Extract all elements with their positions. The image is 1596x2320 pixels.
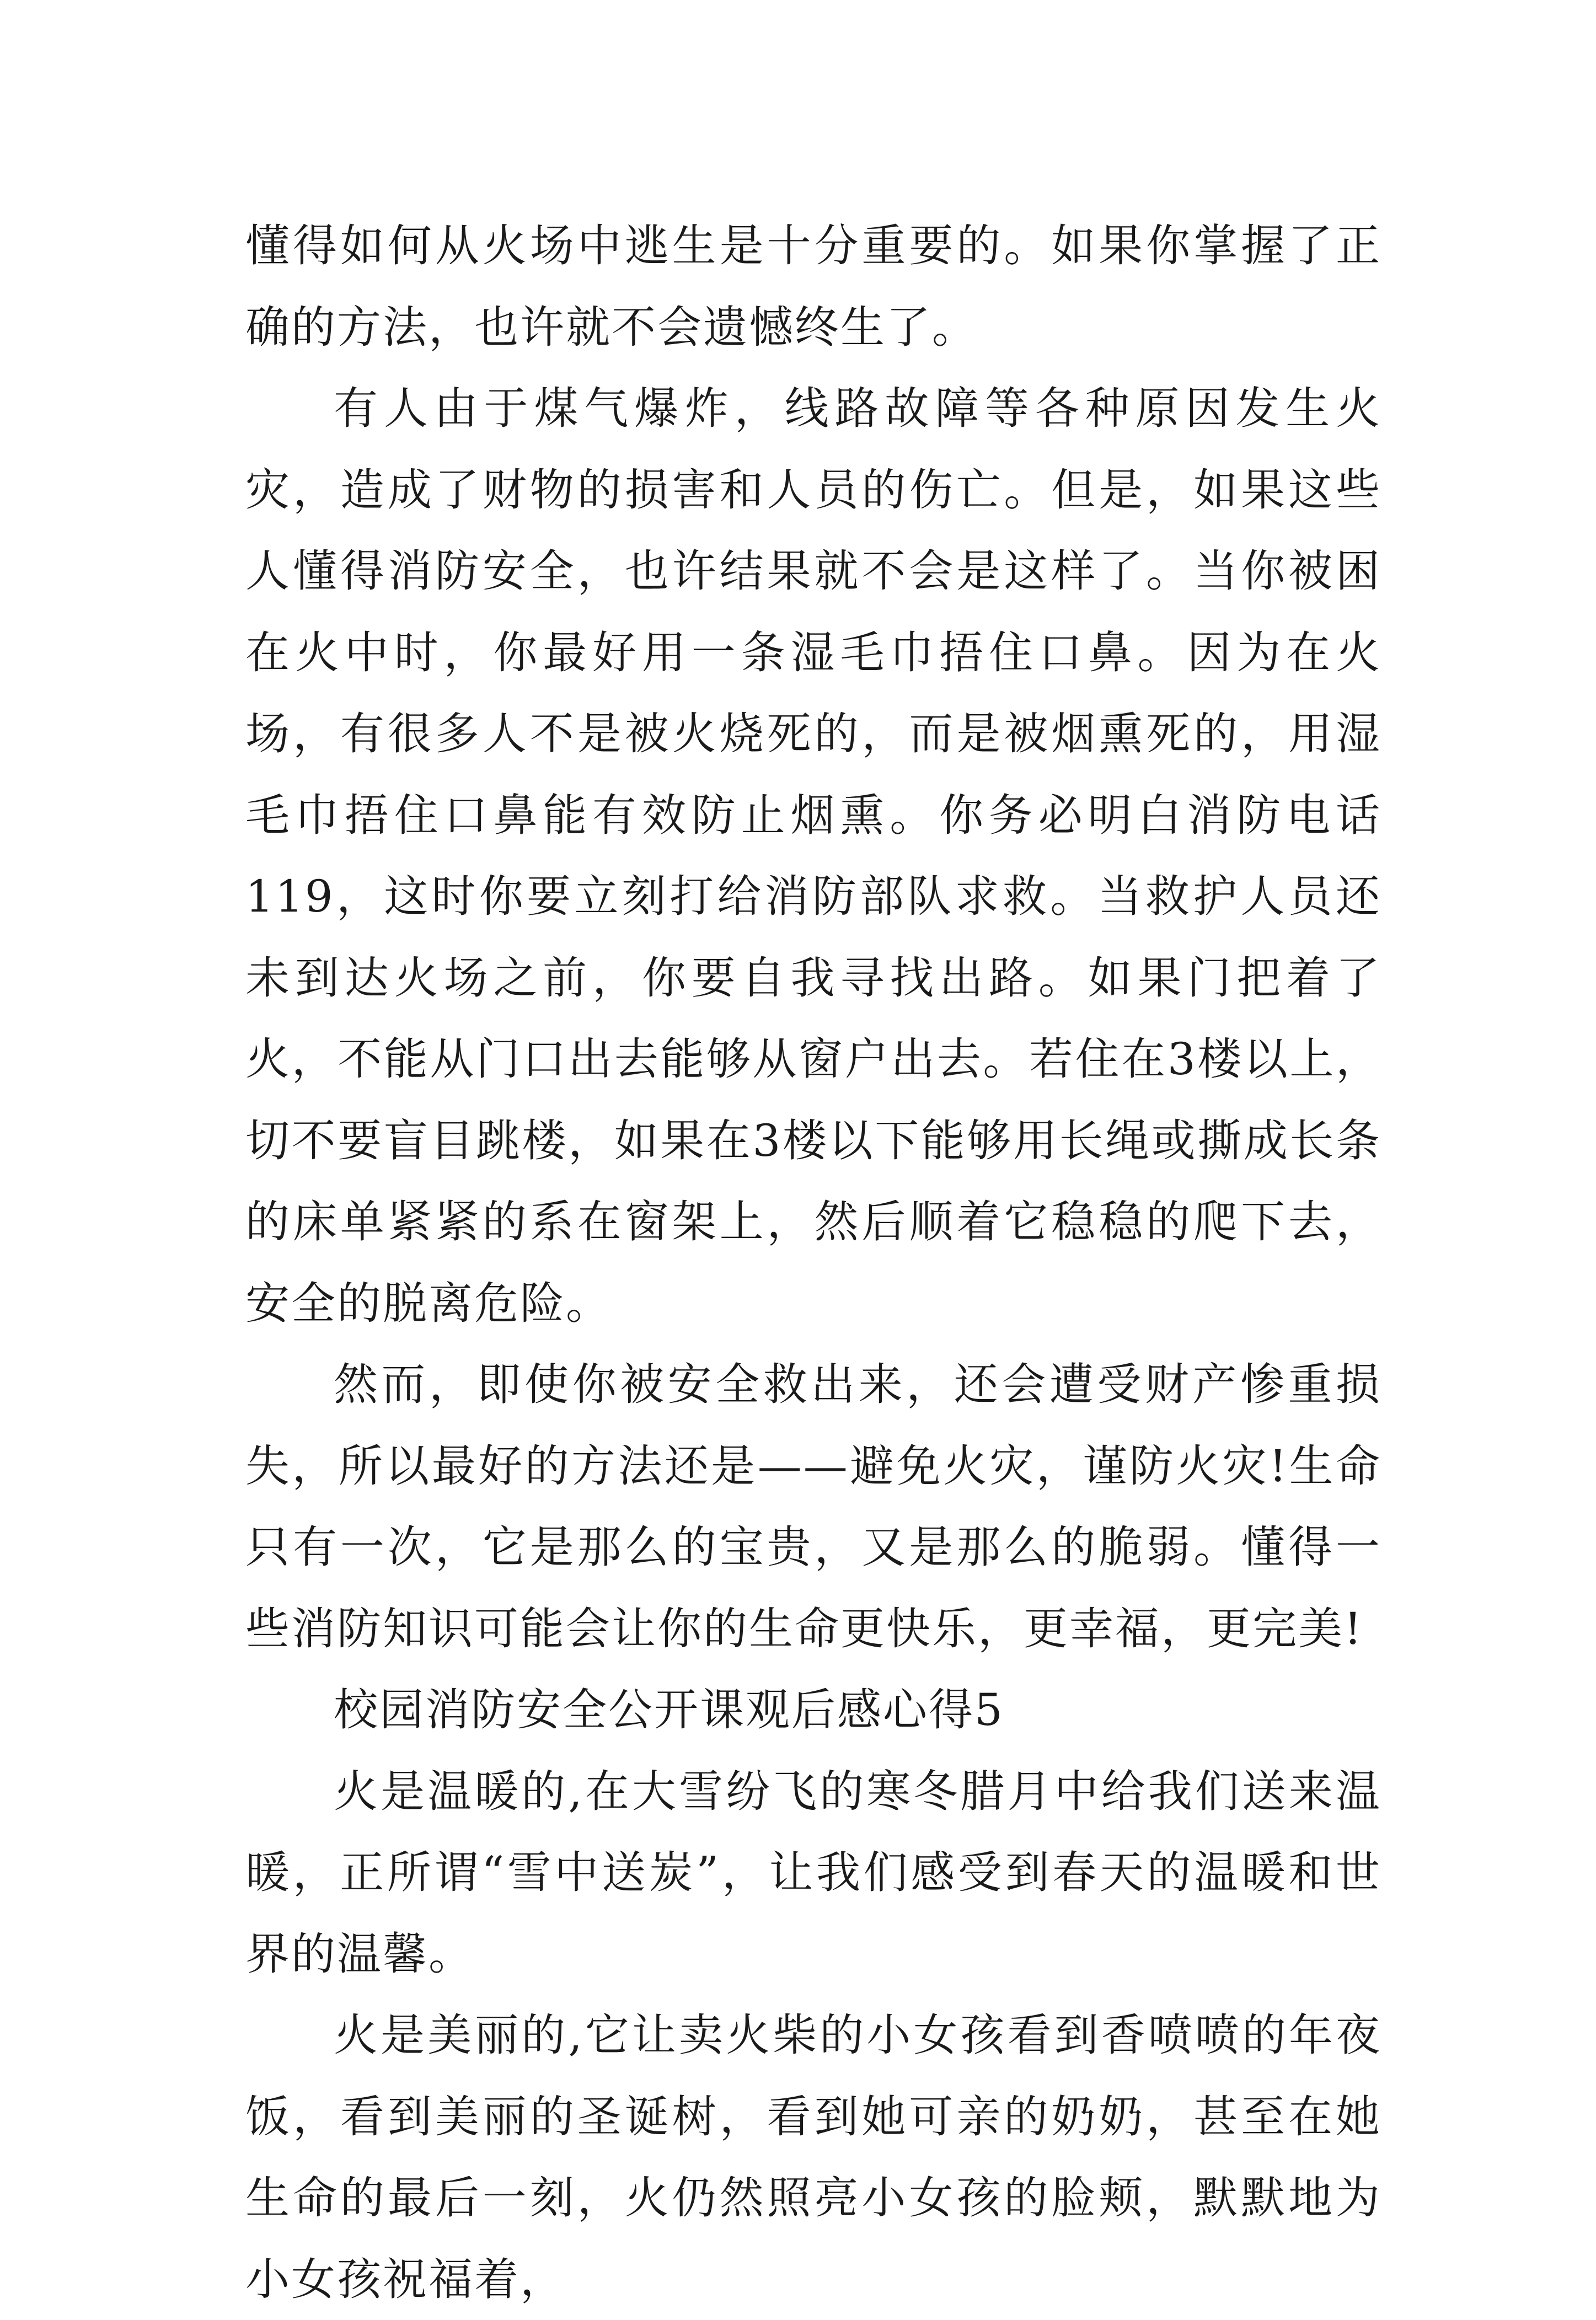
paragraph-fire-causes: 有人由于煤气爆炸，线路故障等各种原因发生火灾，造成了财物的损害和人员的伤亡。但是，如果这些人懂得消防安全，也许结果就不会是这样了。当你被困在火中时，你最好用一条湿毛巾捂住口鼻。因为在火场，有很多人不是被火烧死的，而是被烟熏死的，用湿毛巾捂住口鼻能有效防止烟熏。你务必明白消防电话119，这时你要立刻打给消防部队求救。当救护人员还未到达火场之前，你要自我寻找出路。如果门把着了火，不能从门口出去能够从窗户出去。若住在3楼以上，切不要盲目跳楼，如果在3楼以下能够用长绳或撕成长条的床单紧紧的系在窗架上，然后顺着它稳稳的爬下去，安全的脱离危险。	[245, 383, 1381, 1329]
document-body	[245, 205, 1381, 2320]
section-heading: 校园消防安全公开课观后感心得5	[334, 1684, 1004, 1735]
paragraph-prevention: 然而，即使你被安全救出来，还会遭受财产惨重损失，所以最好的方法还是——避免火灾，谨防火灾!生命只有一次，它是那么的宝贵，又是那么的脆弱。懂得一些消防知识可能会让你的生命更快乐，更幸福，更完美!	[245, 1359, 1381, 1654]
paragraph-escape-intro: 懂得如何从火场中逃生是十分重要的。如果你掌握了正确的方法，也许就不会遗憾终生了。	[245, 220, 1381, 353]
paragraph-fire-warm: 火是温暖的,在大雪纷飞的寒冬腊月中给我们送来温暖，正所谓“雪中送炭”，让我们感受到春天的温暖和世界的温馨。	[245, 1765, 1381, 1980]
paragraph-fire-beautiful: 火是美丽的,它让卖火柴的小女孩看到香喷喷的年夜饭，看到美丽的圣诞树，看到她可亲的奶奶，甚至在她生命的最后一刻，火仍然照亮小女孩的脸颊，默默地为小女孩祝福着，	[245, 2010, 1381, 2305]
